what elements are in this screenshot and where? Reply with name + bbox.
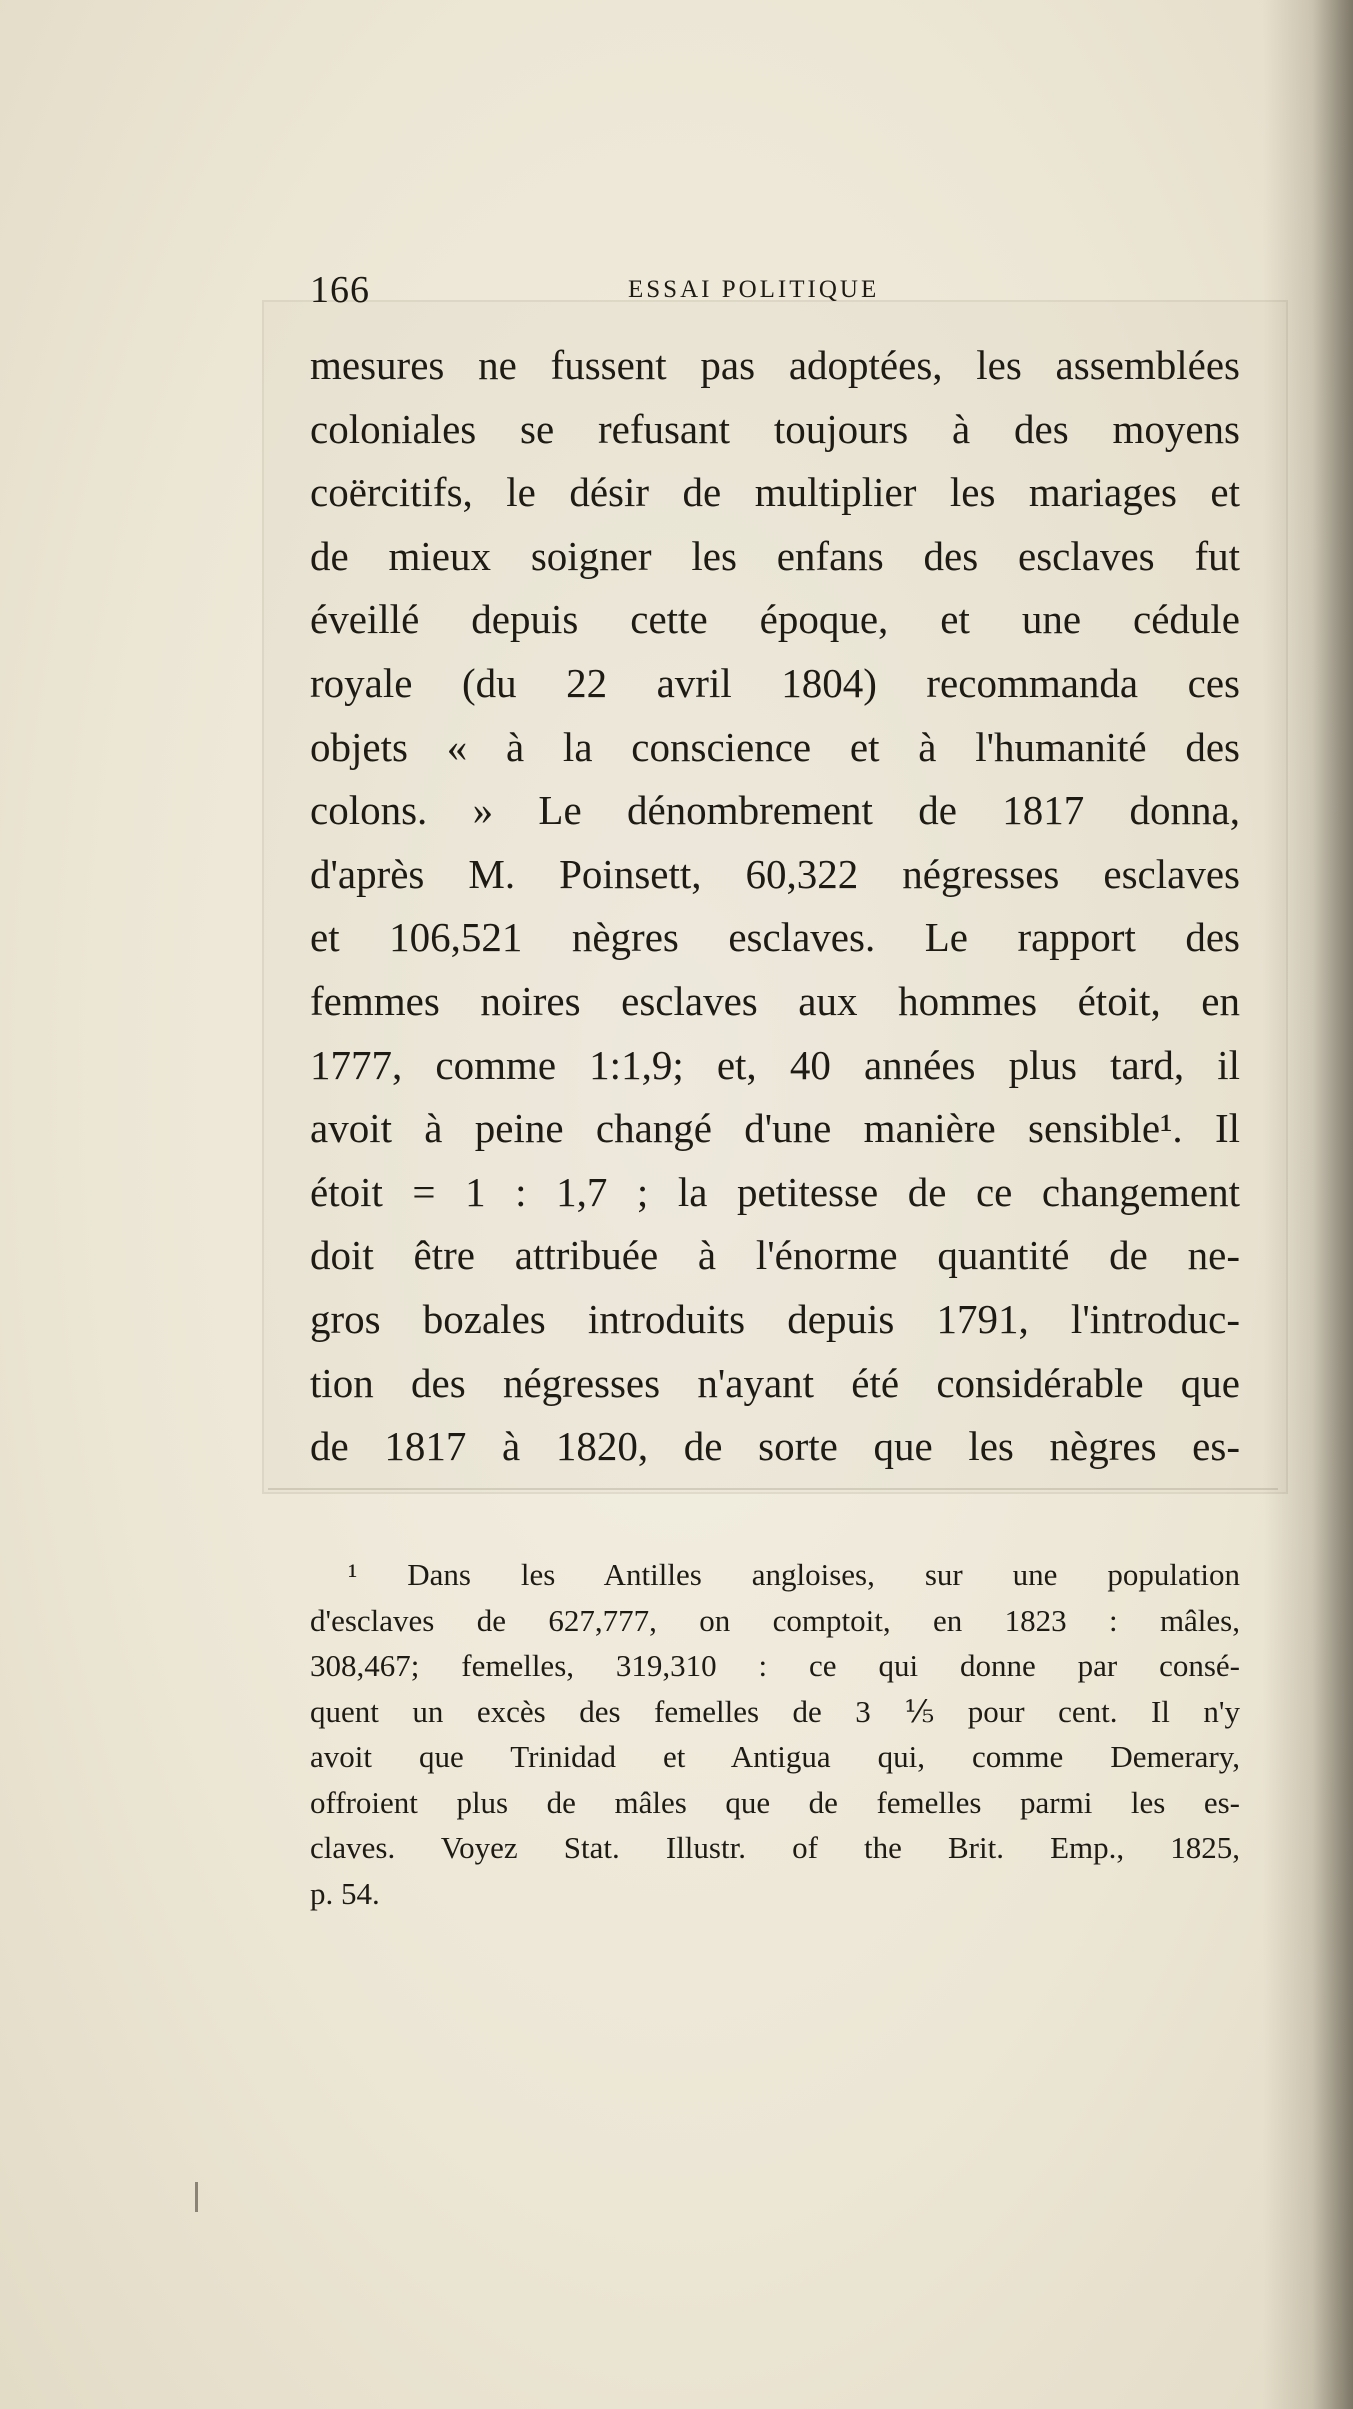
text-line: et 106,521 nègres esclaves. Le rapport des bbox=[310, 914, 1240, 961]
text-line: mesures ne fussent pas adoptées, les assemblées bbox=[310, 342, 1240, 388]
footnote bbox=[310, 1552, 1240, 1916]
text-line: doit être attribuée à l'énorme quantité de ne- bbox=[310, 1232, 1240, 1279]
text-line: de mieux soigner les enfans des esclaves fut bbox=[310, 532, 1240, 579]
footnote-line: p. 54. bbox=[310, 1875, 380, 1911]
gutter-shadow bbox=[1263, 0, 1353, 2409]
footnote-line: d'esclaves de 627,777, on comptoit, en 1823 : mâles, bbox=[310, 1602, 1240, 1638]
text-line: avoit à peine changé d'une manière sensible¹. Il bbox=[310, 1105, 1240, 1152]
text-line: étoit = 1 : 1,7 ; la petitesse de ce changement bbox=[310, 1168, 1240, 1215]
text-line: coërcitifs, le désir de multiplier les mariages et bbox=[310, 469, 1240, 516]
page-number: 166 bbox=[310, 269, 370, 311]
footnote-line: claves. Voyez Stat. Illustr. of the Brit. Emp., 1825, bbox=[310, 1830, 1240, 1865]
text-line: objets « à la conscience et à l'humanité des bbox=[310, 723, 1240, 770]
text-line: de 1817 à 1820, de sorte que les nègres es- bbox=[310, 1423, 1240, 1470]
text-line: royale (du 22 avril 1804) recommanda ces bbox=[310, 659, 1240, 706]
footnote-line: avoit que Trinidad et Antigua qui, comme Demerary, bbox=[310, 1739, 1240, 1774]
page-header bbox=[310, 268, 1240, 312]
text-line: colons. » Le dénombrement de 1817 donna, bbox=[310, 787, 1240, 834]
footnote-line: quent un excès des femelles de 3 ⅕ pour cent. Il n'y bbox=[310, 1693, 1240, 1729]
footnote-line: offroient plus de mâles que de femelles parmi les es- bbox=[310, 1784, 1240, 1820]
margin-mark bbox=[195, 2182, 198, 2212]
footnote-line: 308,467; femelles, 319,310 : ce qui donne par consé- bbox=[310, 1648, 1240, 1683]
text-line: tion des négresses n'ayant été considérable que bbox=[310, 1359, 1240, 1406]
text-line: coloniales se refusant toujours à des moyens bbox=[310, 405, 1240, 452]
running-head: ESSAI POLITIQUE bbox=[628, 276, 880, 303]
text-line: femmes noires esclaves aux hommes étoit, en bbox=[310, 977, 1240, 1024]
text-line: gros bozales introduits depuis 1791, l'introduc- bbox=[310, 1295, 1240, 1342]
text-line: éveillé depuis cette époque, et une cédule bbox=[310, 596, 1240, 643]
footnote-line: ¹ Dans les Antilles angloises, sur une population bbox=[348, 1557, 1240, 1592]
body-text bbox=[310, 334, 1240, 1479]
text-line: 1777, comme 1:1,9; et, 40 années plus tard, il bbox=[310, 1041, 1240, 1088]
footnote-separator bbox=[268, 1488, 1278, 1490]
text-line: d'après M. Poinsett, 60,322 négresses esclaves bbox=[310, 850, 1240, 897]
